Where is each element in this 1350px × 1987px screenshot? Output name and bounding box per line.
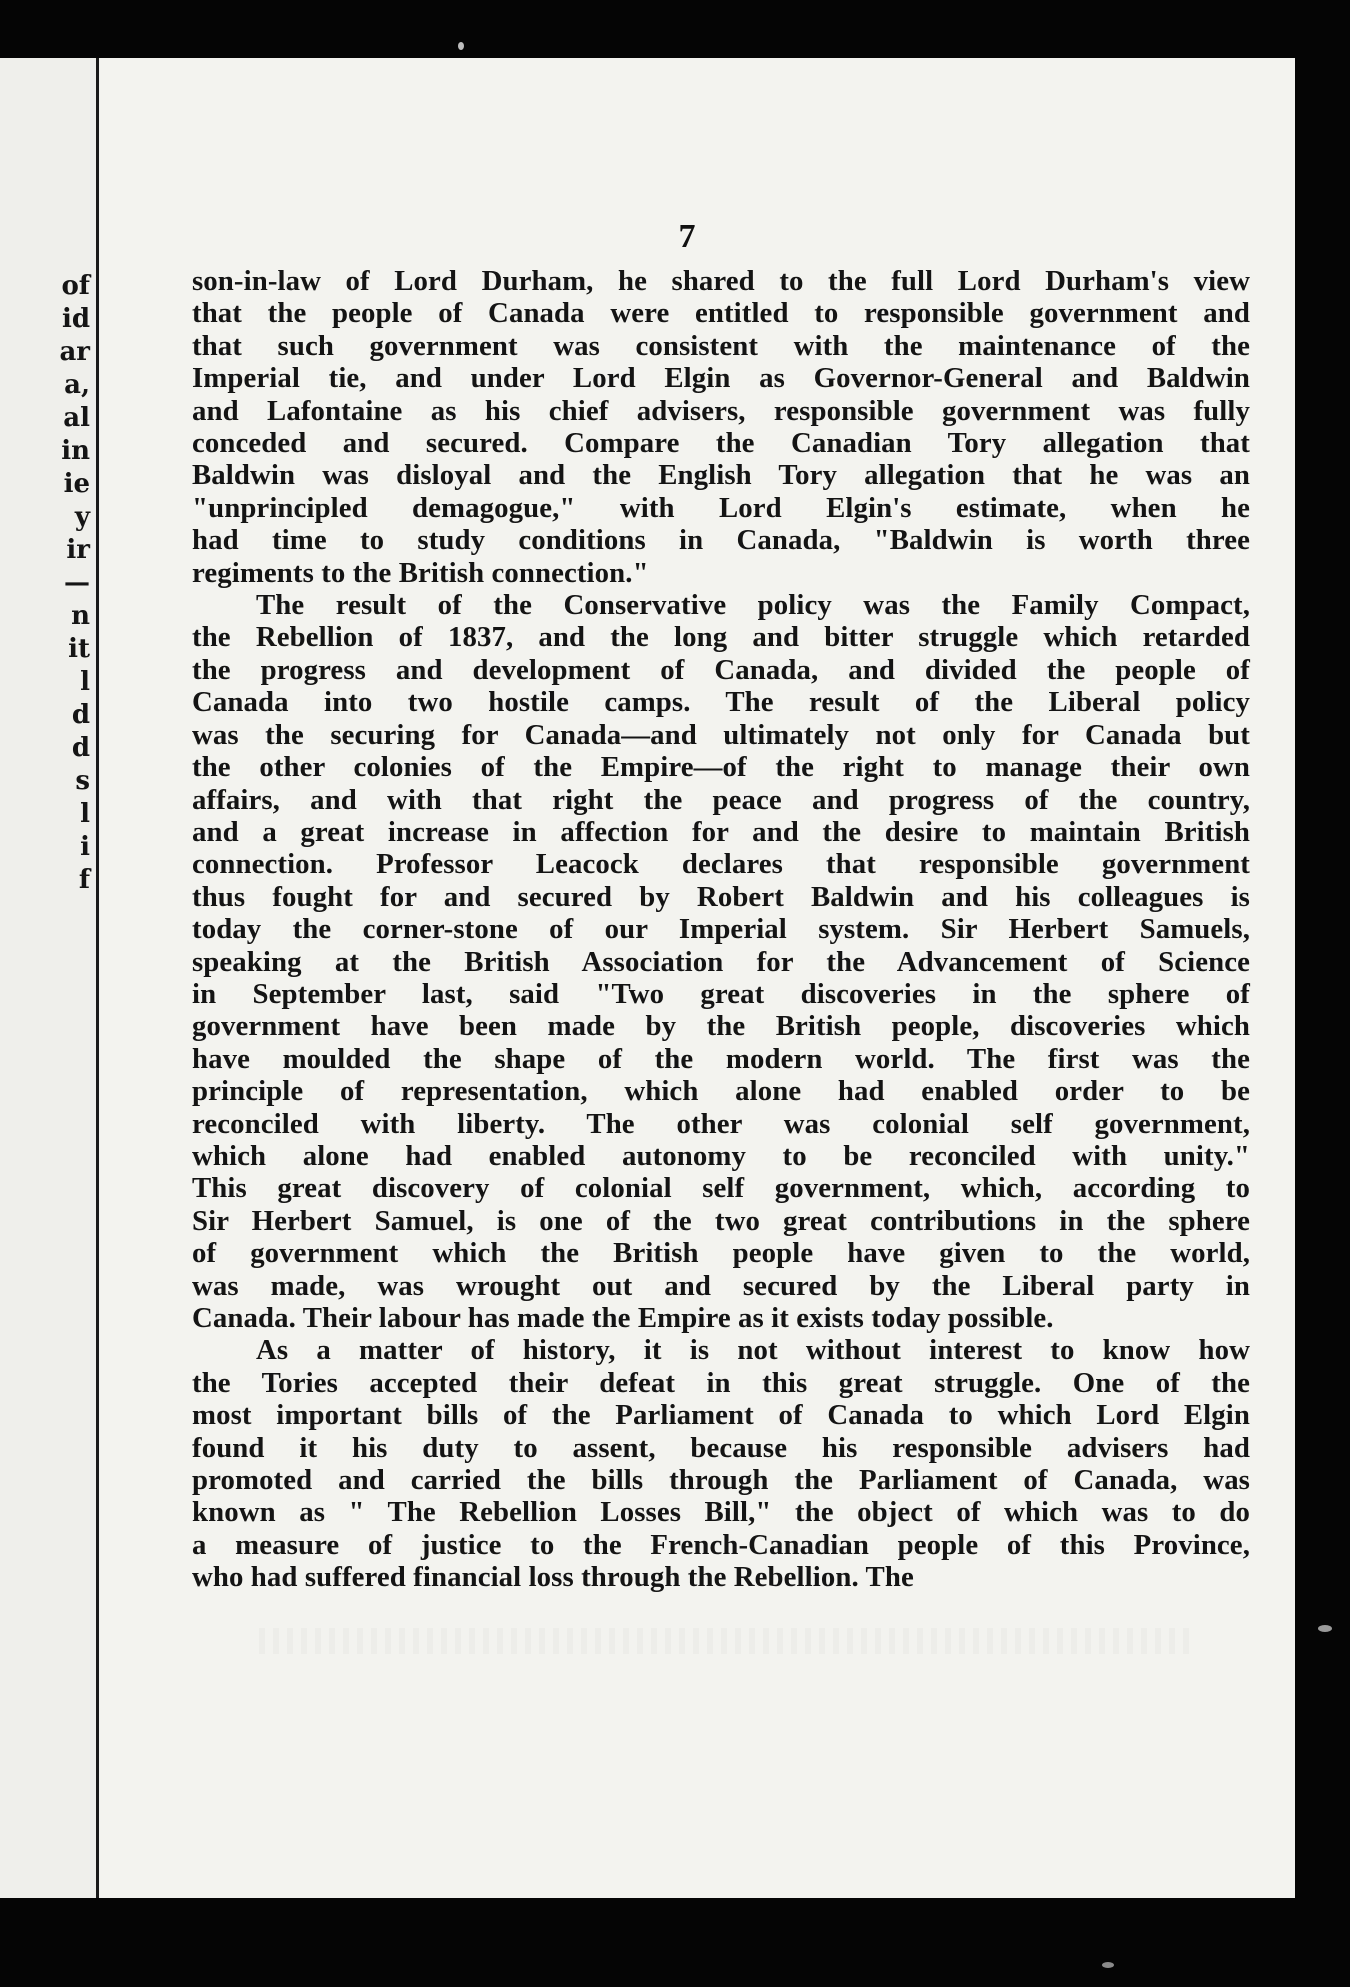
previous-page-fragment-text: in [61,436,90,466]
body-text [192,265,1250,1594]
text-line: conceded and secured. Compare the Canadian Tory allegation that [192,427,1250,460]
previous-page-fragment-text: id [61,304,90,334]
text-line: who had suffered financial loss through the Rebellion. The [192,1561,914,1594]
previous-page-fragment-text: al [63,403,90,433]
text-line: which alone had enabled autonomy to be reconciled with unity." [192,1139,1250,1172]
text-line: found it his duty to assent, because his responsible advisers had [192,1431,1250,1464]
text-line: The result of the Conservative policy was the Family Compact, [256,589,1250,622]
text-line: the Rebellion of 1837, and the long and bitter struggle which retarded [192,621,1250,654]
text-line: Baldwin was disloyal and the English Tory allegation that he was an [192,459,1250,492]
text-line: speaking at the British Association for the Advancement of Science [192,945,1250,978]
previous-page-fragment-text: n [71,601,90,631]
text-line: was made, was wrought out and secured by the Liberal party in [192,1269,1250,1302]
text-line: today the corner-stone of our Imperial system. Sir Herbert Samuels, [192,913,1250,946]
paragraph [192,589,1250,1334]
previous-page-fragment-text: ar [59,337,90,367]
text-line: and a great increase in affection for and the desire to maintain British [192,815,1250,848]
text-line: affairs, and with that right the peace and progress of the country, [192,783,1250,816]
previous-page-fragment-text: d [71,733,90,763]
previous-page-fragment-text: f [78,865,90,895]
text-line: connection. Professor Leacock declares that responsible government [192,848,1250,881]
scan-speck [458,42,464,50]
previous-page-fragment-text: s [75,766,90,796]
previous-page-fragment-text: — [64,568,90,598]
scan-speck [1102,1962,1114,1968]
text-line: of government which the British people have given to the world, [192,1237,1250,1270]
text-line: promoted and carried the bills through the Parliament of Canada, was [192,1464,1250,1497]
text-line: reconciled with liberty. The other was colonial self government, [192,1107,1250,1140]
text-line: was the securing for Canada—and ultimately not only for Canada but [192,718,1250,751]
text-line: that such government was consistent with the maintenance of the [192,329,1250,362]
previous-page-fragment-text: ir [66,535,90,565]
previous-page-fragment-text: l [80,799,90,829]
text-line: have moulded the shape of the modern world. The first was the [192,1042,1250,1075]
text-line: "unprincipled demagogue," with Lord Elgin's estimate, when he [192,491,1250,524]
previous-page-fragment-text: i [80,832,90,862]
text-line: that the people of Canada were entitled to responsible government and [192,297,1250,330]
previous-page-fragment-text: a, [64,370,90,400]
text-line: As a matter of history, it is not without interest to know how [256,1334,1250,1367]
text-line: known as " The Rebellion Losses Bill," the object of which was to do [192,1496,1250,1529]
text-line: thus fought for and secured by Robert Baldwin and his colleagues is [192,880,1250,913]
text-line: a measure of justice to the French-Canadian people of this Province, [192,1528,1250,1561]
previous-page-fragment-text: ie [63,469,90,499]
previous-page-fragment-text: it [68,634,90,664]
text-line: the progress and development of Canada, and divided the people of [192,653,1250,686]
text-line: and Lafontaine as his chief advisers, responsible government was fully [192,394,1250,427]
text-line: in September last, said "Two great discoveries in the sphere of [192,977,1250,1010]
text-line: Sir Herbert Samuel, is one of the two great contributions in the sphere [192,1204,1250,1237]
text-line: had time to study conditions in Canada, "Baldwin is worth three [192,524,1250,557]
text-line: Canada. Their labour has made the Empire as it exists today possible. [192,1302,1054,1334]
page-number: 7 [678,218,696,255]
text-line: the Tories accepted their defeat in this great struggle. One of the [192,1366,1250,1399]
page [96,58,1295,1898]
text-line: This great discovery of colonial self government, which, according to [192,1172,1250,1205]
text-line: the other colonies of the Empire—of the right to manage their own [192,751,1250,784]
paragraph [192,265,1250,589]
text-line: government have been made by the British people, discoveries which [192,1010,1250,1043]
text-line: regiments to the British connection." [192,556,649,589]
previous-page-fragment-text: d [71,700,90,730]
previous-page-fragment-text: l [80,667,90,697]
paragraph [192,1334,1250,1593]
bleed-through-text-shadow [259,1628,1189,1654]
previous-page-fragment-text: y [74,502,90,532]
previous-page-fragment-text: of [61,271,90,301]
text-line: son-in-law of Lord Durham, he shared to the full Lord Durham's view [192,265,1250,297]
text-line: most important bills of the Parliament of Canada to which Lord Elgin [192,1399,1250,1432]
text-line: Imperial tie, and under Lord Elgin as Governor-General and Baldwin [192,362,1250,395]
text-line: principle of representation, which alone had enabled order to be [192,1075,1250,1108]
previous-page-line-endings [59,270,90,897]
scan-speck [1318,1625,1332,1632]
text-line: Canada into two hostile camps. The result of the Liberal policy [192,686,1250,719]
previous-page-fragment [0,58,99,1898]
